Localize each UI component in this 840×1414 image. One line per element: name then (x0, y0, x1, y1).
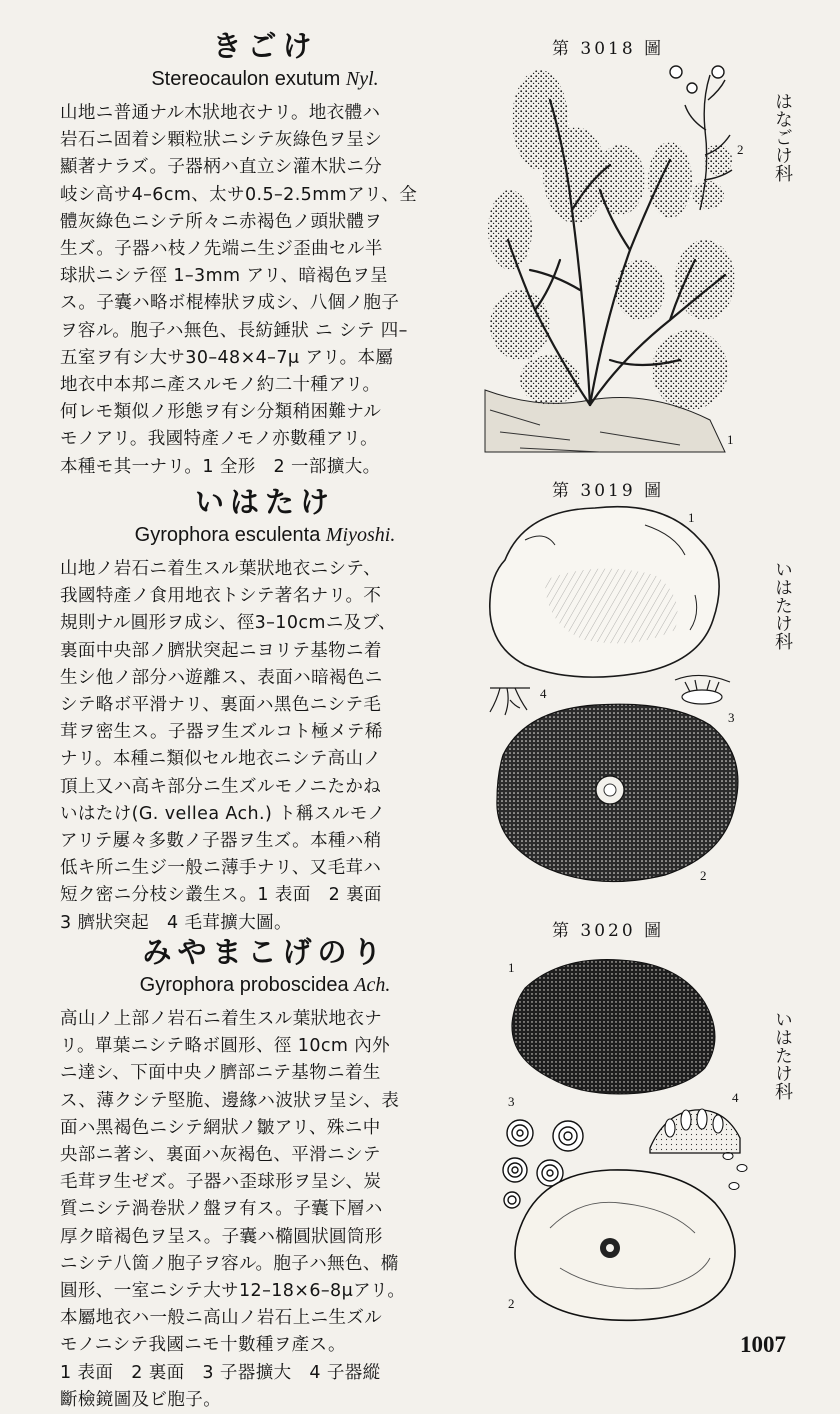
scientific-name (60, 972, 470, 998)
text-line: 地衣中本邦ニ產スルモノ約二十種アリ。 (60, 375, 381, 396)
figure-label: 4 (540, 686, 547, 701)
text-line: 毛茸ヲ生ゼズ。子器ハ歪球形ヲ呈シ、炭 (60, 1172, 382, 1193)
text-line: リ。單葉ニシテ略ボ圓形、徑 10cm 內外 (60, 1036, 391, 1057)
page-number: 1007 (740, 1332, 786, 1357)
text-line: ニ達シ、下面中央ノ臍部ニテ基物ニ着生 (60, 1063, 381, 1084)
family-label: はなごけ科 (772, 92, 793, 182)
text-line: 短ク密ニ分枝シ叢生ス。1 表面 2 裏面 (60, 885, 382, 906)
text-line: 生ズ。子器ハ枝ノ先端ニ生ジ歪曲セル半 (60, 239, 383, 260)
text-line: 山地ノ岩石ニ着生スル葉狀地衣ニシテ、 (60, 559, 381, 579)
text-line: シテ略ボ平滑ナリ、裏面ハ黑色ニシテ毛 (60, 695, 382, 716)
text-line: 高山ノ上部ノ岩石ニ着生スル葉狀地衣ナ (60, 1009, 383, 1029)
figure-label: 1 (727, 432, 734, 447)
text-line: 3 臍狀突起 4 毛茸擴大圖。 (60, 912, 292, 933)
text-line: 厚ク暗褐色ヲ呈ス。子囊ハ橢圓狀圓筒形 (60, 1226, 383, 1247)
text-line: 裏面中央部ノ臍狀突起ニヨリテ基物ニ着 (60, 640, 382, 661)
text-line: ナリ。本種ニ類似セル地衣ニシテ高山ノ (60, 749, 382, 770)
entry-title: みやまこげのり (142, 935, 388, 969)
text-line: 山地ニ普通ナル木狀地衣ナリ。地衣體ハ (60, 103, 381, 123)
text-line: 五室ヲ有シ大サ30–48×4–7μ アリ。本屬 (60, 347, 394, 368)
author: Nyl. (345, 68, 379, 90)
text-line: 1 表面 2 裏面 3 子器擴大 4 子器縱 (60, 1362, 381, 1383)
text-line: 我國特產ノ食用地衣トシテ著名ナリ。不 (60, 586, 382, 607)
family-name (770, 92, 794, 182)
figure-number: 第 3020 圖 (552, 921, 665, 941)
proboscidea-illustration (490, 948, 760, 1323)
entry-iwatake (60, 484, 470, 937)
text-line: 茸ヲ密生ス。子器ヲ生ズルコト極メテ稀 (60, 722, 383, 743)
figure-label: 1 (508, 960, 515, 975)
text-line: 央部ニ著シ、裏面ハ灰褐色、平滑ニシテ (60, 1145, 381, 1166)
description (60, 556, 470, 937)
figure-label: 2 (737, 142, 744, 157)
entry-title: きごけ (212, 29, 318, 63)
text-line: ス。子囊ハ略ボ棍棒狀ヲ成シ、八個ノ胞子 (60, 293, 400, 314)
text-line: アリテ屢々多數ノ子器ヲ生ズ。本種ハ稍 (60, 831, 382, 852)
text-line: 斷檢鏡圖及ビ胞子。 (60, 1389, 222, 1410)
author: Ach. (354, 974, 391, 996)
text-line: ニシテ八箇ノ胞子ヲ容ル。胞子ハ無色、橢 (60, 1253, 399, 1274)
text-line: 體灰綠色ニシテ所々ニ赤褐色ノ頭狀體ヲ (60, 211, 383, 232)
text-line: 岐シ高サ4–6cm、太サ0.5–2.5mmアリ、全 (60, 184, 418, 205)
figure-number: 第 3019 圖 (552, 481, 665, 501)
entry-miyamakogenori (60, 934, 470, 1414)
family-name (770, 560, 794, 650)
genus-species: Stereocaulon exutum (151, 68, 341, 90)
text-line: 規則ナル圓形ヲ成シ、徑3–10cmニ及ブ、 (60, 613, 397, 634)
family-label: いはたけ科 (772, 1010, 793, 1100)
text-line: いはたけ(G. vellea Ach.) ト稱スルモノ (60, 803, 386, 824)
figure-label: 2 (700, 868, 707, 883)
iwatake-illustration (485, 500, 760, 890)
figure-number: 第 3018 圖 (552, 39, 665, 59)
text-line: モノアリ。我國特產ノモノ亦數種アリ。 (60, 429, 378, 450)
text-line: 生シ他ノ部分ハ遊離ス、表面ハ暗褐色ニ (60, 667, 383, 688)
scientific-name (60, 66, 470, 92)
text-line: 本屬地衣ハ一般ニ高山ノ岩石上ニ生ズル (60, 1308, 383, 1329)
description (60, 100, 470, 481)
genus-species: Gyrophora proboscidea (139, 974, 349, 996)
text-line: モノニシテ我國ニモ十數種ヲ產ス。 (60, 1335, 346, 1356)
description (60, 1006, 470, 1414)
text-line: 圓形、一室ニシテ大サ12–18×6–8μアリ。 (60, 1281, 406, 1302)
text-line: 面ハ黑褐色ニシテ網狀ノ皺アリ、殊ニ中 (60, 1117, 381, 1138)
text-line: 何レモ類似ノ形態ヲ有シ分類稍困難ナル (60, 402, 382, 423)
family-label: いはたけ科 (772, 560, 793, 650)
genus-species: Gyrophora esculenta (134, 524, 321, 546)
entry-kigoke (60, 28, 470, 481)
text-line: 本種モ其一ナリ。1 全形 2 一部擴大。 (60, 456, 381, 477)
scientific-name (60, 522, 470, 548)
figure-label: 2 (508, 1296, 515, 1311)
figure-label: 3 (728, 710, 735, 725)
figure-label: 4 (732, 1090, 739, 1105)
figure-label: 3 (508, 1094, 515, 1109)
text-line: 頂上又ハ高キ部分ニ生ズルモノニたかね (60, 776, 382, 797)
text-line: 質ニシテ渦卷狀ノ盤ヲ有ス。子囊下層ハ (60, 1199, 383, 1220)
figure-label: 1 (688, 510, 695, 525)
text-line: ス、薄クシテ堅脆、邊緣ハ波狀ヲ呈シ、表 (60, 1090, 400, 1111)
text-line: 岩石ニ固着シ顆粒狀ニシテ灰綠色ヲ呈シ (60, 130, 383, 151)
text-line: ヲ容ル。胞子ハ無色、長紡錘狀 ニ シテ 四– (60, 320, 408, 341)
stereocaulon-illustration (480, 60, 765, 455)
text-line: 顯著ナラズ。子器柄ハ直立シ灌木狀ニ分 (60, 157, 383, 178)
author: Miyoshi. (325, 524, 396, 546)
text-line: 低キ所ニ生ジ一般ニ薄手ナリ、又毛茸ハ (60, 858, 382, 879)
family-name (770, 1010, 794, 1100)
text-line: 球狀ニシテ徑 1–3mm アリ、暗褐色ヲ呈 (60, 266, 389, 287)
entry-title: いはたけ (194, 485, 335, 519)
